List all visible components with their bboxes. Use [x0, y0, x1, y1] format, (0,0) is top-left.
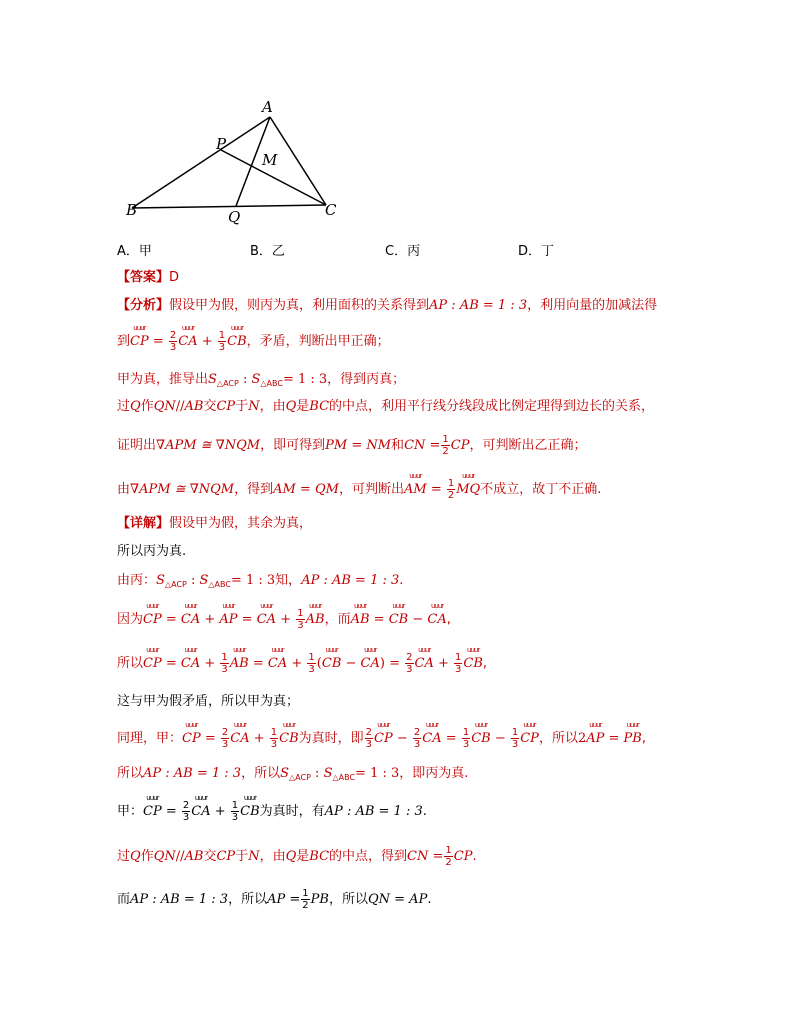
text: 甲为真，推导出	[117, 372, 209, 387]
label-p: P	[216, 135, 227, 153]
solution-line-3: 由丙：$S_{\triangle ACP}$ : $S_{\triangle ABC}= 1$ : 3知，AP : AB = 1 : 3.	[117, 573, 404, 589]
solution-line-9: 甲： uuur CP = $\frac{2}{3}$ uuur CA + $\frac{1}{3}$ uuur CB为真时，有AP : AB = 1 : 3.	[117, 794, 427, 823]
label-m: M	[262, 151, 278, 169]
option-b: B．乙	[250, 244, 285, 259]
solution-tag: 【详解】	[117, 516, 170, 531]
solution-line-4: 因为 uuur CP = uuur CA + uuur AP = uuur CA + $\frac{1}{3}$ uuur AB，而 uuur AB = uuur CB − uuur CA,	[117, 602, 451, 631]
analysis-line-5: 证明出∇APM ≅ ∇NQM，即可得到PM = NM和CN = $\frac{1}{2}$ CP，可判断出乙正确；	[117, 434, 587, 457]
analysis-line-3: 甲为真，推导出$S_{\triangle ACP}$ : $S_{\triangle ABC}= 1$ : 3，得到丙真；	[117, 372, 406, 388]
solution-line-6: 这与甲为假矛盾，所以甲为真；	[117, 694, 300, 709]
solution-line-7: 同理，甲： uuur CP = $\frac{2}{3}$ uuur CA + $\frac{1}{3}$ uuur CB为真时，即 $\frac{2}{3}$ uuur CP − $\frac{2}{3}$ uuur CA = $\frac{1}{3}$ uuur CB − $\frac{1}{3}$ uuur CP，所以2 uuur AP = uuur PB,	[117, 721, 646, 750]
option-c: C．丙	[385, 244, 421, 259]
solution-line-5: 所以 uuur CP = uuur CA + $\frac{1}{3}$ uuur AB = uuur CA + $\frac{1}{3}$ ( uuur CB − uuur CA) = $\frac{2}{3}$ uuur CA + $\frac{1}{3}$ uuur CB,	[117, 646, 488, 675]
label-b: B	[126, 201, 138, 219]
solution-line-8: 所以AP : AB = 1 : 3，所以$S_{\triangle ACP}$ : $S_{\triangle ABC}= 1$ : 3，即丙为真.	[117, 766, 469, 782]
solution-line-2: 所以丙为真.	[117, 544, 187, 559]
text: 假设甲为假，则丙为真，利用面积的关系得到	[169, 298, 430, 313]
side-ab	[132, 117, 270, 208]
solution-line-11: 而AP : AB = 1 : 3，所以AP = $\frac{1}{2}$ PB，所以QN = AP.	[117, 888, 432, 911]
answer-value: D	[169, 270, 180, 285]
analysis-tag: 【分析】	[117, 298, 170, 313]
math-ap-ab: AP : AB = 1 : 3	[429, 298, 528, 313]
frac-one-third: $\frac{1}{3}$	[218, 330, 226, 353]
answer-tag: 【答案】	[117, 270, 170, 285]
analysis-line-4: 过Q作QN//AB交CP于N，由Q是BC的中点，利用平行线分线段成比例定理得到边长的关系，	[117, 399, 655, 414]
label-q: Q	[228, 208, 241, 225]
triangle-figure	[120, 95, 380, 225]
text: 到	[117, 334, 131, 349]
option-d: D．丁	[518, 244, 555, 259]
option-a: A．甲	[117, 244, 152, 259]
label-a: A	[262, 98, 273, 116]
analysis-line-1	[117, 296, 657, 316]
vec-cp: uuur CP	[130, 324, 149, 349]
solution-line-10: 过Q作QN//AB交CP于N，由Q是BC的中点，得到CN = $\frac{1}{2}$ CP.	[117, 845, 477, 868]
analysis-line-2: 到 uuur CP = $\frac{2}{3}$ uuur CA + $\frac{1}{3}$ uuur CB，矛盾，判断出甲正确；	[117, 324, 390, 353]
answer-line	[117, 268, 179, 288]
text: ，利用向量的加减法得	[527, 298, 658, 313]
analysis-line-6: 由∇APM ≅ ∇NQM，得到AM = QM，可判断出 uuur AM = $\frac{1}{2}$ uuur MQ不成立，故丁不正确.	[117, 472, 602, 501]
solution-line-1: 【详解】假设甲为假，其余为真，	[117, 516, 313, 531]
text: ，得到丙真；	[327, 372, 406, 387]
text: ，矛盾，判断出甲正确；	[246, 334, 390, 349]
label-c: C	[325, 201, 337, 219]
frac-two-thirds: $\frac{2}{3}$	[169, 330, 177, 353]
side-ac	[270, 117, 326, 205]
